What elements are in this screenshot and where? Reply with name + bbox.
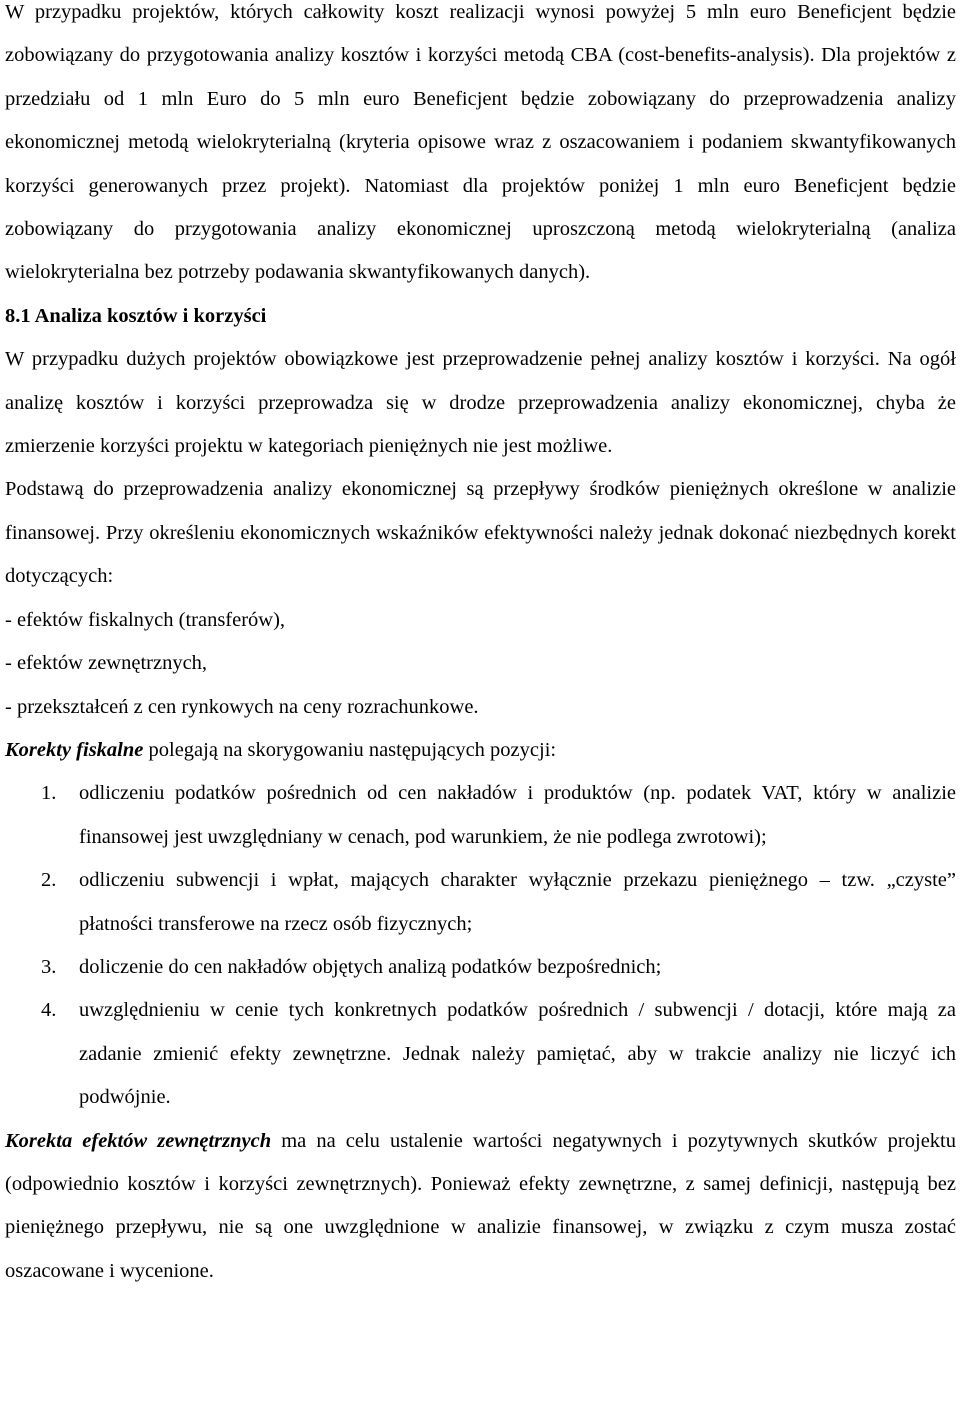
- list-item: [5, 989, 956, 1119]
- intro-paragraph: W przypadku projektów, których całkowity koszt realizacji wynosi powyżej 5 mln euro Beneficjent będzie zobowiązany do przygotowania analizy kosztów i korzyści metodą CBA (cost-benefits-analysis). Dla projektów z przedziału od 1 mln Euro do 5 mln euro Beneficjent będzie zobowiązany do przeprowadzenia analizy ekonomicznej metodą wielokryterialną (kryteria opisowe wraz z oszacowaniem i podaniem skwantyfikowanych korzyści generowanych przez projekt). Natomiast dla projektów poniżej 1 mln euro Beneficjent będzie zobowiązany do przygotowania analizy ekonomicznej uproszczoną metodą wielokryterialną (analiza wielokryterialna bez potrzeby podawania skwantyfikowanych danych).: [5, 1, 956, 284]
- list-item-number: 4.: [41, 999, 57, 1022]
- list-item-number: 1.: [41, 782, 57, 805]
- fiscal-term: Korekty fiskalne: [5, 738, 144, 761]
- list-item-number: 2.: [41, 869, 57, 892]
- list-item: [5, 772, 956, 859]
- list-item-number: 3.: [41, 955, 57, 978]
- list-item-text: odliczeniu subwencji i wpłat, mających charakter wyłącznie przekazu pieniężnego – tzw. „czyste” płatności transferowe na rzecz osób fizycznych;: [79, 869, 956, 935]
- list-item-text: odliczeniu podatków pośrednich od cen nakładów i produktów (np. podatek VAT, który w analizie finansowej jest uwzględniany w cenach, pod warunkiem, że nie podlega zwrotowi);: [79, 782, 956, 848]
- cba-paragraph: W przypadku dużych projektów obowiązkowe jest przeprowadzenie pełnej analizy kosztów i korzyści. Na ogół analizę kosztów i korzyści przeprowadza się w drodze przeprowadzenia analizy ekonomicznej, chyba że zmierzenie korzyści projektu w kategoriach pieniężnych nie jest możliwe.: [5, 348, 956, 458]
- basis-paragraph: Podstawą do przeprowadzenia analizy ekonomicznej są przepływy środków pieniężnych określone w analizie finansowej. Przy określeniu ekonomicznych wskaźników efektywności należy jednak dokonać niezbędnych korekt dotyczących:: [5, 478, 956, 588]
- list-item: - przekształceń z cen rynkowych na ceny rozrachunkowe.: [5, 695, 479, 718]
- external-effects-paragraph: [5, 1120, 956, 1294]
- external-term: Korekta efektów zewnętrznych: [5, 1129, 272, 1152]
- fiscal-intro-text: polegają na skorygowaniu następujących pozycji:: [143, 738, 557, 761]
- section-heading: 8.1 Analiza kosztów i korzyści: [5, 304, 267, 327]
- fiscal-intro-paragraph: [5, 729, 956, 772]
- list-item-text: uwzględnieniu w cenie tych konkretnych podatków pośrednich / subwencji / dotacji, które mają za zadanie zmienić efekty zewnętrzne. Jednak należy pamiętać, aby w trakcie analizy nie liczyć ich podwójnie.: [79, 999, 956, 1109]
- corrections-list: [5, 599, 956, 729]
- list-item-text: doliczenie do cen nakładów objętych analizą podatków bezpośrednich;: [79, 955, 662, 978]
- list-item: [5, 859, 956, 946]
- list-item: [5, 946, 956, 989]
- fiscal-items-list: [5, 772, 956, 1119]
- list-item: - efektów zewnętrznych,: [5, 652, 208, 675]
- list-item: - efektów fiskalnych (transferów),: [5, 608, 286, 631]
- external-text: ma na celu ustalenie wartości negatywnych i pozytywnych skutków projektu (odpowiednio kosztów i korzyści zewnętrznych). Ponieważ efekty zewnętrzne, z samej definicji, następują bez pieniężnego przepływu, nie są one uwzględnione w analizie finansowej, w związku z czym musza zostać oszacowane i wycenione.: [5, 1129, 956, 1282]
